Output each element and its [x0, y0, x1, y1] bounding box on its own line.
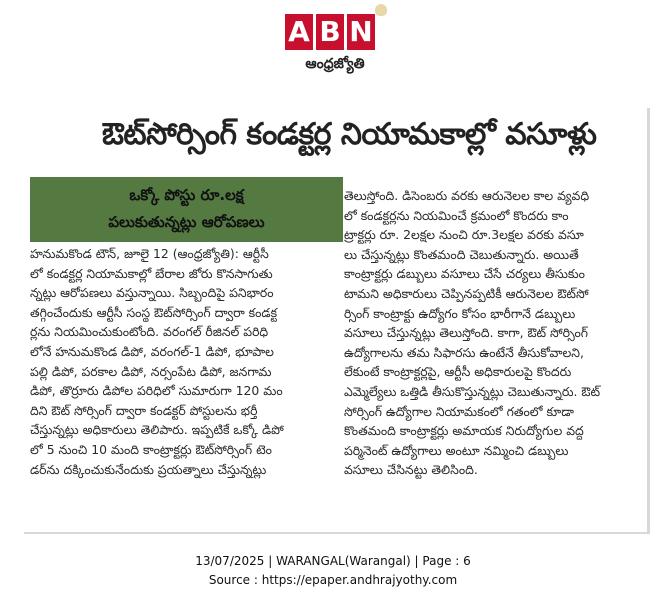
- article-left-column: [30, 244, 338, 479]
- article-text-line: దిని ఔట్ సోర్సింగ్ ద్వారా కండక్టర్ పోస్టులను భర్తీ: [30, 402, 258, 418]
- article-text-line: ర్సింగ్ కాంట్రాక్టు ఉద్యోగం కోసం భారీగానే డబ్బులు: [344, 305, 576, 321]
- footer-date-line: 13/07/2025 | WARANGAL(Warangal) | Page : 6: [195, 554, 471, 568]
- article-text-line: తెలుస్తోంది. డిసెంబరు వరకు ఆరునెలల కాల వ్యవధి: [344, 188, 590, 203]
- article-headline: ఔట్‌సోర్సింగ్ కండక్టర్ల నియామకాల్లో వసూళ్లు: [102, 117, 597, 152]
- article-text-line: కాంట్రాక్టర్లు డబ్బులు వసూలు చేసే చర్యలు తీసుకుం: [344, 266, 585, 282]
- newspaper-clipping: [22, 107, 647, 532]
- article-text-line: లోనే హనుమకొండ డిపో, వరంగల్-1 డిపో, భూపాల: [30, 343, 274, 359]
- logo-letter-n: N: [347, 14, 375, 50]
- article-text-line: పల్లి డిపో, పరకాల డిపో, నర్సంపేట డిపో, జనగామ: [30, 363, 272, 379]
- footer-source-line: Source : https://epaper.andhrajyothy.com: [208, 573, 458, 587]
- article-text-line: వసూలు చేసినట్టు తెలిసింది.: [344, 462, 478, 478]
- article-text-line: తగ్గించేందుకు ఆర్టీసీ సంస్థ ఔట్‌సోర్సింగ్ ద్వారా కండక్ట: [30, 304, 278, 320]
- article-text-line: న్నట్లు ఆరోపణలు వస్తున్నాయి. సిబ్బందిపై పనిభారం: [30, 285, 274, 301]
- subheading-box: [30, 177, 343, 242]
- article-text-line: వసూలు చేస్తున్నట్లు తెలుస్తోంది. కాగా, ఔట్ సోర్సింగ్: [344, 325, 589, 341]
- logo-letter-b: B: [316, 14, 344, 50]
- logo-letter-a: A: [285, 14, 313, 50]
- logo-cup-icon: [375, 4, 387, 16]
- article-text-line: ర్లను నియమించుకుంటోంది. వరంగల్ రీజినల్ పరిధి: [30, 324, 269, 340]
- abn-andhrajyothy-logo: [285, 4, 385, 76]
- article-text-line: లు చేస్తున్నట్లు కొంతమంది చెబుతున్నారు. అయితే: [344, 246, 579, 262]
- article-text-line: చేస్తున్నట్లు అధికారులు తెలిపారు. ఇప్పటికే ఒక్కో డిపో: [30, 422, 284, 438]
- article-text-line: లో కండక్టర్లను నియమించే క్రమంలో కొందరు కాం: [344, 207, 569, 223]
- article-text-line: ట్రాక్టర్లు రూ. 2లక్షల నుంచి రూ.3లక్షల వరకు వసూ: [344, 227, 584, 243]
- article-text-line: లో కండక్టర్ల నియామకాల్లో బేరాల జోరు కొనసాగుతు: [30, 265, 273, 281]
- article-text-line: ఎమ్మెల్యేలు ఒత్తిడి తీసుకొస్తున్నట్లు చెబుతున్నారు. ఔట్: [344, 383, 601, 399]
- article-text-line: ఉద్యోగాలను తమ సిఫారసు ఉంటేనే తీసుకోవాలని,: [344, 344, 584, 360]
- article-text-line: కొంతమంది కాంట్రాక్టర్లు అమాయక నిరుద్యోగుల వద్ద: [344, 423, 584, 439]
- clipping-paper: [22, 107, 647, 532]
- article-text-line: పర్మినెంట్ ఉద్యోగాలు అంటూ నమ్మించి డబ్బులు: [344, 442, 569, 458]
- subheading-line-1: ఒక్కో పోస్టు రూ.లక్ష: [129, 186, 244, 204]
- article-text-line: డిపో, తొర్రూరు డిపోల పరిధిలో సుమారుగా 120 మం: [30, 383, 283, 399]
- subheading-line-2: పలుకుతున్నట్లు ఆరోపణలు: [108, 213, 265, 231]
- article-right-column: [344, 186, 644, 480]
- article-text-line: సోర్సింగ్ ఉద్యోగాల నియామకంలో గతంలో కూడా: [344, 403, 574, 419]
- article-text-line: లేకుంటే కాంట్రాక్టర్లపై, ఆర్టీసీ అధికారులపై కొందరు: [344, 364, 572, 380]
- logo-subtitle: ఆంధ్రజ్యోతి: [305, 56, 365, 72]
- article-text-line: హనుమకొండ టౌన్, జూలై 12 (ఆంధ్రజ్యోతి): ఆర్టీసీ: [30, 246, 269, 261]
- article-text-line: లో 5 నుంచి 10 మంది కాంట్రాక్టర్లు ఔట్‌సోర్సింగ్ టెం: [30, 441, 272, 457]
- article-text-line: టామని అధికారులు చెప్పినప్పటికీ ఆరునెలల ఔట్‌సో: [344, 285, 589, 301]
- article-text-line: డర్‌ను దక్కించుకునేందుకు ప్రయత్నాలు చేస్తున్నట్లు: [30, 461, 267, 477]
